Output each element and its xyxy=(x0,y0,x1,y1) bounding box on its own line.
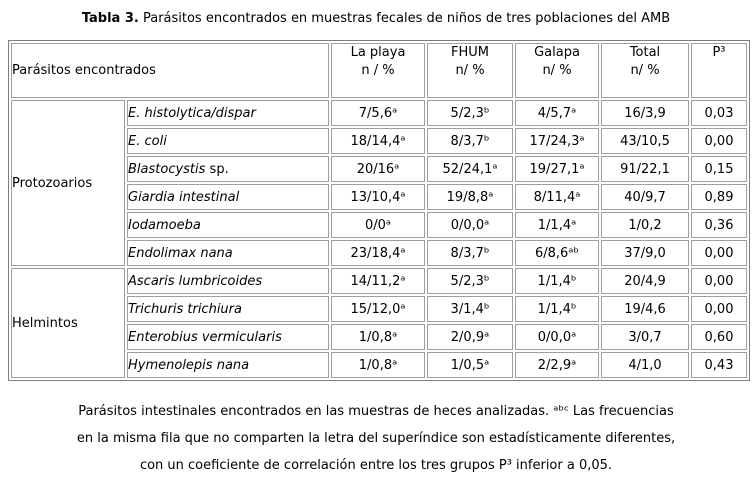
cell-fhum: 19/8,8ᵃ xyxy=(427,184,513,210)
footnote-line: en la misma fila que no comparten la letra del superíndice son estadísticamente diferentes, xyxy=(76,431,676,446)
cell-p: 0,60 xyxy=(691,324,747,350)
cell-fhum: 5/2,3ᵇ xyxy=(427,100,513,126)
species-cell xyxy=(127,268,329,294)
col-header-p xyxy=(691,43,747,98)
col-header-sub: n/ % xyxy=(455,63,485,78)
cell-la-playa: 1/0,8ᵃ xyxy=(331,324,425,350)
cell-total: 37/9,0 xyxy=(601,240,689,266)
cell-p: 0,15 xyxy=(691,156,747,182)
cell-galapa: 6/8,6ᵃᵇ xyxy=(515,240,599,266)
species-name: E. coli xyxy=(128,133,167,149)
species-cell xyxy=(127,184,329,210)
cell-total: 4/1,0 xyxy=(601,352,689,378)
cell-galapa: 1/1,4ᵇ xyxy=(515,296,599,322)
cell-fhum: 3/1,4ᵇ xyxy=(427,296,513,322)
cell-la-playa: 23/18,4ᵃ xyxy=(331,240,425,266)
col-header-galapa xyxy=(515,43,599,98)
corner-header-cell: Parásitos encontrados xyxy=(11,43,329,98)
col-header-name: La playa xyxy=(350,45,406,60)
cell-galapa: 2/2,9ᵃ xyxy=(515,352,599,378)
cell-p: 0,00 xyxy=(691,268,747,294)
cell-la-playa: 13/10,4ᵃ xyxy=(331,184,425,210)
cell-p: 0,00 xyxy=(691,240,747,266)
species-name: Ascaris lumbricoides xyxy=(128,273,263,289)
col-header-fhum xyxy=(427,43,513,98)
header-row xyxy=(11,43,747,98)
footnote-line: Parásitos intestinales encontrados en las muestras de heces analizadas. ᵃᵇᶜ Las frecuencias xyxy=(78,404,674,419)
cell-total: 19/4,6 xyxy=(601,296,689,322)
species-cell xyxy=(127,240,329,266)
cell-fhum: 52/24,1ᵃ xyxy=(427,156,513,182)
cell-la-playa: 18/14,4ᵃ xyxy=(331,128,425,154)
cell-p: 0,36 xyxy=(691,212,747,238)
species-name: Giardia intestinal xyxy=(128,189,240,205)
col-header-name: FHUM xyxy=(451,45,489,60)
col-header-la-playa xyxy=(331,43,425,98)
cell-galapa: 8/11,4ᵃ xyxy=(515,184,599,210)
cell-p: 0,89 xyxy=(691,184,747,210)
cell-la-playa: 1/0,8ᵃ xyxy=(331,352,425,378)
cell-p: 0,00 xyxy=(691,128,747,154)
col-header-name: Total xyxy=(629,45,661,60)
col-header-sub: n / % xyxy=(361,63,395,78)
table-row xyxy=(11,268,747,294)
cell-galapa: 0/0,0ᵃ xyxy=(515,324,599,350)
col-header-sub: n/ % xyxy=(542,63,572,78)
group-cell-protozoarios: Protozoarios xyxy=(11,100,125,266)
species-name: Iodamoeba xyxy=(128,217,201,233)
cell-p: 0,00 xyxy=(691,296,747,322)
species-cell xyxy=(127,212,329,238)
species-name: Enterobius vermicularis xyxy=(128,329,282,345)
cell-total: 3/0,7 xyxy=(601,324,689,350)
footnote-line: con un coeficiente de correlación entre los tres grupos P³ inferior a 0,05. xyxy=(139,458,613,473)
group-cell-helmintos: Helmintos xyxy=(11,268,125,378)
cell-p: 0,03 xyxy=(691,100,747,126)
col-header-name: P³ xyxy=(712,45,726,60)
cell-galapa: 17/24,3ᵃ xyxy=(515,128,599,154)
cell-galapa: 1/1,4ᵃ xyxy=(515,212,599,238)
cell-total: 20/4,9 xyxy=(601,268,689,294)
table-row xyxy=(11,100,747,126)
cell-la-playa: 0/0ᵃ xyxy=(331,212,425,238)
species-cell xyxy=(127,128,329,154)
col-header-sub: n/ % xyxy=(630,63,660,78)
cell-la-playa: 15/12,0ᵃ xyxy=(331,296,425,322)
species-cell xyxy=(127,100,329,126)
cell-total: 91/22,1 xyxy=(601,156,689,182)
cell-p: 0,43 xyxy=(691,352,747,378)
species-cell xyxy=(127,324,329,350)
cell-la-playa: 20/16ᵃ xyxy=(331,156,425,182)
col-header-name: Galapa xyxy=(534,45,580,60)
table-footnote xyxy=(0,398,752,479)
species-cell xyxy=(127,156,329,182)
species-suffix: sp. xyxy=(205,161,229,177)
cell-fhum: 0/0,0ᵃ xyxy=(427,212,513,238)
cell-fhum: 8/3,7ᵇ xyxy=(427,240,513,266)
table-title xyxy=(0,11,752,27)
species-cell xyxy=(127,352,329,378)
cell-total: 1/0,2 xyxy=(601,212,689,238)
cell-total: 40/9,7 xyxy=(601,184,689,210)
col-header-total xyxy=(601,43,689,98)
cell-galapa: 1/1,4ᵇ xyxy=(515,268,599,294)
parasites-table xyxy=(8,40,750,381)
species-name: Endolimax nana xyxy=(128,245,233,261)
species-name: Blastocystis xyxy=(128,161,206,177)
cell-total: 16/3,9 xyxy=(601,100,689,126)
cell-fhum: 1/0,5ᵃ xyxy=(427,352,513,378)
cell-fhum: 5/2,3ᵇ xyxy=(427,268,513,294)
cell-la-playa: 14/11,2ᵃ xyxy=(331,268,425,294)
species-name: Trichuris trichiura xyxy=(128,301,242,317)
species-name: Hymenolepis nana xyxy=(128,357,250,373)
cell-total: 43/10,5 xyxy=(601,128,689,154)
cell-la-playa: 7/5,6ᵃ xyxy=(331,100,425,126)
cell-fhum: 8/3,7ᵇ xyxy=(427,128,513,154)
cell-galapa: 19/27,1ᵃ xyxy=(515,156,599,182)
table-title-label: Tabla 3. xyxy=(81,11,139,26)
species-name: E. histolytica/dispar xyxy=(128,105,256,121)
species-cell xyxy=(127,296,329,322)
table-title-text: Parásitos encontrados en muestras fecales de niños de tres poblaciones del AMB xyxy=(142,11,671,26)
cell-fhum: 2/0,9ᵃ xyxy=(427,324,513,350)
cell-galapa: 4/5,7ᵃ xyxy=(515,100,599,126)
